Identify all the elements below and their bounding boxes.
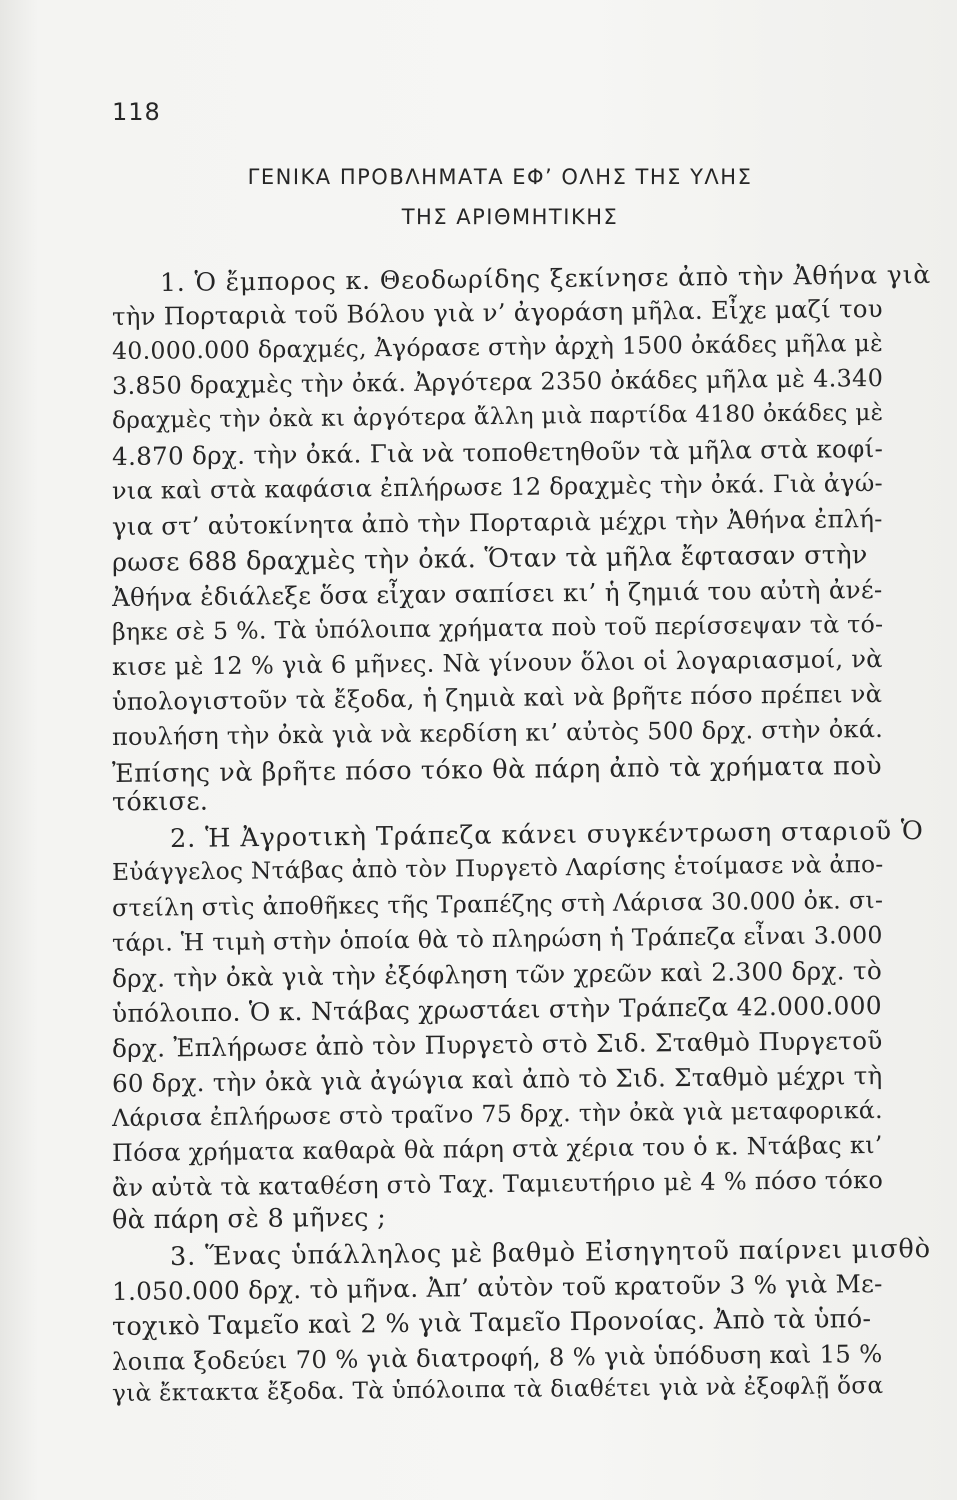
chapter-heading-line-1: ΓΕΝΙΚΑ ΠΡΟΒΛΗΜΑΤΑ ΕΦ’ ΟΛΗΣ ΤΗΣ ΥΛΗΣ <box>247 165 753 189</box>
text-line: δρχ. Ἐπλήρωσε ἀπὸ τὸν Πυργετὸ στὸ Σιδ. Σταθμὸ Πυργετοῦ <box>111 1025 883 1064</box>
text-line: τόκισε. <box>111 786 209 818</box>
text-line: Ἐπίσης νὰ βρῆτε πόσο τόκο θὰ πάρη ἀπὸ τὰ χρήματα ποὺ <box>111 749 883 789</box>
chapter-heading-line-2: ΤΗΣ ΑΡΙΘΜΗΤΙΚΗΣ <box>401 205 619 229</box>
text-line: τοχικὸ Ταμεῖο καὶ 2 % γιὰ Ταμεῖο Προνοίας. Ἀπὸ τὰ ὑπό- <box>111 1304 872 1342</box>
text-line: 3. Ἕνας ὑπάλληλος μὲ βαθμὸ Εἰσηγητοῦ παίρνει μισθὸ <box>169 1234 932 1272</box>
text-line: ἂν αὐτὰ τὰ καταθέση στὸ Ταχ. Ταμιευτήριο μὲ 4 % πόσο τόκο <box>111 1165 884 1203</box>
text-line: 60 δρχ. τὴν ὀκὰ γιὰ ἀγώγια καὶ ἀπὸ τὸ Σιδ. Σταθμὸ μέχρι τὴ <box>111 1060 883 1099</box>
text-line: 40.000.000 δραχμές, Ἀγόρασε στὴν ἀρχὴ 1500 ὀκάδες μῆλα μὲ <box>111 328 884 366</box>
text-line: τὴν Πορταριὰ τοῦ Βόλου γιὰ ν’ ἀγοράση μῆλα. Εἶχε μαζί του <box>111 293 884 332</box>
text-line: 4.870 δρχ. τὴν ὀκά. Γιὰ νὰ τοποθετηθοῦν τὰ μῆλα στὰ κοφί- <box>111 433 884 472</box>
text-line: 2. Ἡ Ἀγροτικὴ Τράπεζα κάνει συγκέντρωση σταριοῦ Ὁ <box>169 816 924 854</box>
text-line: Ἀθήνα ἐδιάλεξε ὅσα εἶχαν σαπίσει κι’ ἡ ζημιά του αὐτὴ ἀνέ- <box>111 574 883 613</box>
text-line: για στ’ αὐτοκίνητα ἀπὸ τὴν Πορταριὰ μέχρι τὴν Ἀθήνα ἐπλή- <box>111 503 883 542</box>
page-number: 118 <box>112 98 161 126</box>
text-line: Εὐάγγελος Ντάβας ἀπὸ τὸν Πυργετὸ Λαρίσης ἑτοίμασε νὰ ἀπο- <box>111 850 884 887</box>
text-line: 1.050.000 δρχ. τὸ μῆνα. Ἀπ’ αὐτὸν τοῦ κρατοῦν 3 % γιὰ Με- <box>111 1268 883 1307</box>
text-line: στείλη στὶς ἀποθῆκες τῆς Τραπέζης στὴ Λάρισα 30.000 ὀκ. σι- <box>111 885 884 923</box>
text-line: 3.850 δραχμὲς τὴν ὀκά. Ἀργότερα 2350 ὀκάδες μῆλα μὲ 4.340 <box>111 363 884 401</box>
text-line: Λάρισα ἐπλήρωσε στὸ τραῖνο 75 δρχ. τὴν ὀκὰ γιὰ μεταφορικά. <box>111 1095 884 1133</box>
text-line: νια καὶ στὰ καφάσια ἐπλήρωσε 12 δραχμὲς τὴν ὀκά. Γιὰ ἀγώ- <box>111 468 884 506</box>
text-line: τάρι. Ἡ τιμὴ στὴν ὁποία θὰ τὸ πληρώση ἡ Τράπεζα εἶναι 3.000 <box>111 920 883 958</box>
text-line: Πόσα χρήματα καθαρὰ θὰ πάρη στὰ χέρια του ὁ κ. Ντάβας κι’ <box>111 1130 883 1168</box>
text-line: ὑπολογιστοῦν τὰ ἔξοδα, ἡ ζημιὰ καὶ νὰ βρῆτε πόσο πρέπει νὰ <box>111 679 883 717</box>
text-line: 1. Ὁ ἔμπορος κ. Θεοδωρίδης ξεκίνησε ἀπὸ τὴν Ἀθήνα γιὰ <box>159 259 932 298</box>
text-line: δρχ. τὴν ὀκὰ γιὰ τὴν ἐξόφληση τῶν χρεῶν καὶ 2.300 δρχ. τὸ <box>111 955 883 994</box>
text-line: κισε μὲ 12 % γιὰ 6 μῆνες. Νὰ γίνουν ὅλοι οἱ λογαριασμοί, νὰ <box>111 644 883 682</box>
text-line: ὑπόλοιπο. Ὁ κ. Ντάβας χρωστάει στὴν Τράπεζα 42.000.000 <box>111 990 883 1029</box>
text-line: ρωσε 688 δραχμὲς τὴν ὀκά. Ὅταν τὰ μῆλα ἔφτασαν στὴν <box>111 540 868 578</box>
text-line: θὰ πάρη σὲ 8 μῆνες ; <box>111 1202 387 1236</box>
text-line: γιὰ ἔκτακτα ἔξοδα. Τὰ ὑπόλοιπα τὰ διαθέτει γιὰ νὰ ἐξοφλῇ ὅσα <box>111 1372 884 1408</box>
text-line: δραχμὲς τὴν ὀκὰ κι ἀργότερα ἄλλη μιὰ παρτίδα 4180 ὀκάδες μὲ <box>111 399 884 435</box>
text-line: πουλήση τὴν ὀκὰ γιὰ νὰ κερδίση κι’ αὐτὸς 500 δρχ. στὴν ὀκά. <box>111 714 884 752</box>
text-line: λοιπα ξοδεύει 70 % γιὰ διατροφή, 8 % γιὰ ὑπόδυση καὶ 15 % <box>111 1338 883 1377</box>
text-line: βηκε σὲ 5 %. Τὰ ὑπόλοιπα χρήματα ποὺ τοῦ περίσσεψαν τὰ τό- <box>111 609 884 647</box>
